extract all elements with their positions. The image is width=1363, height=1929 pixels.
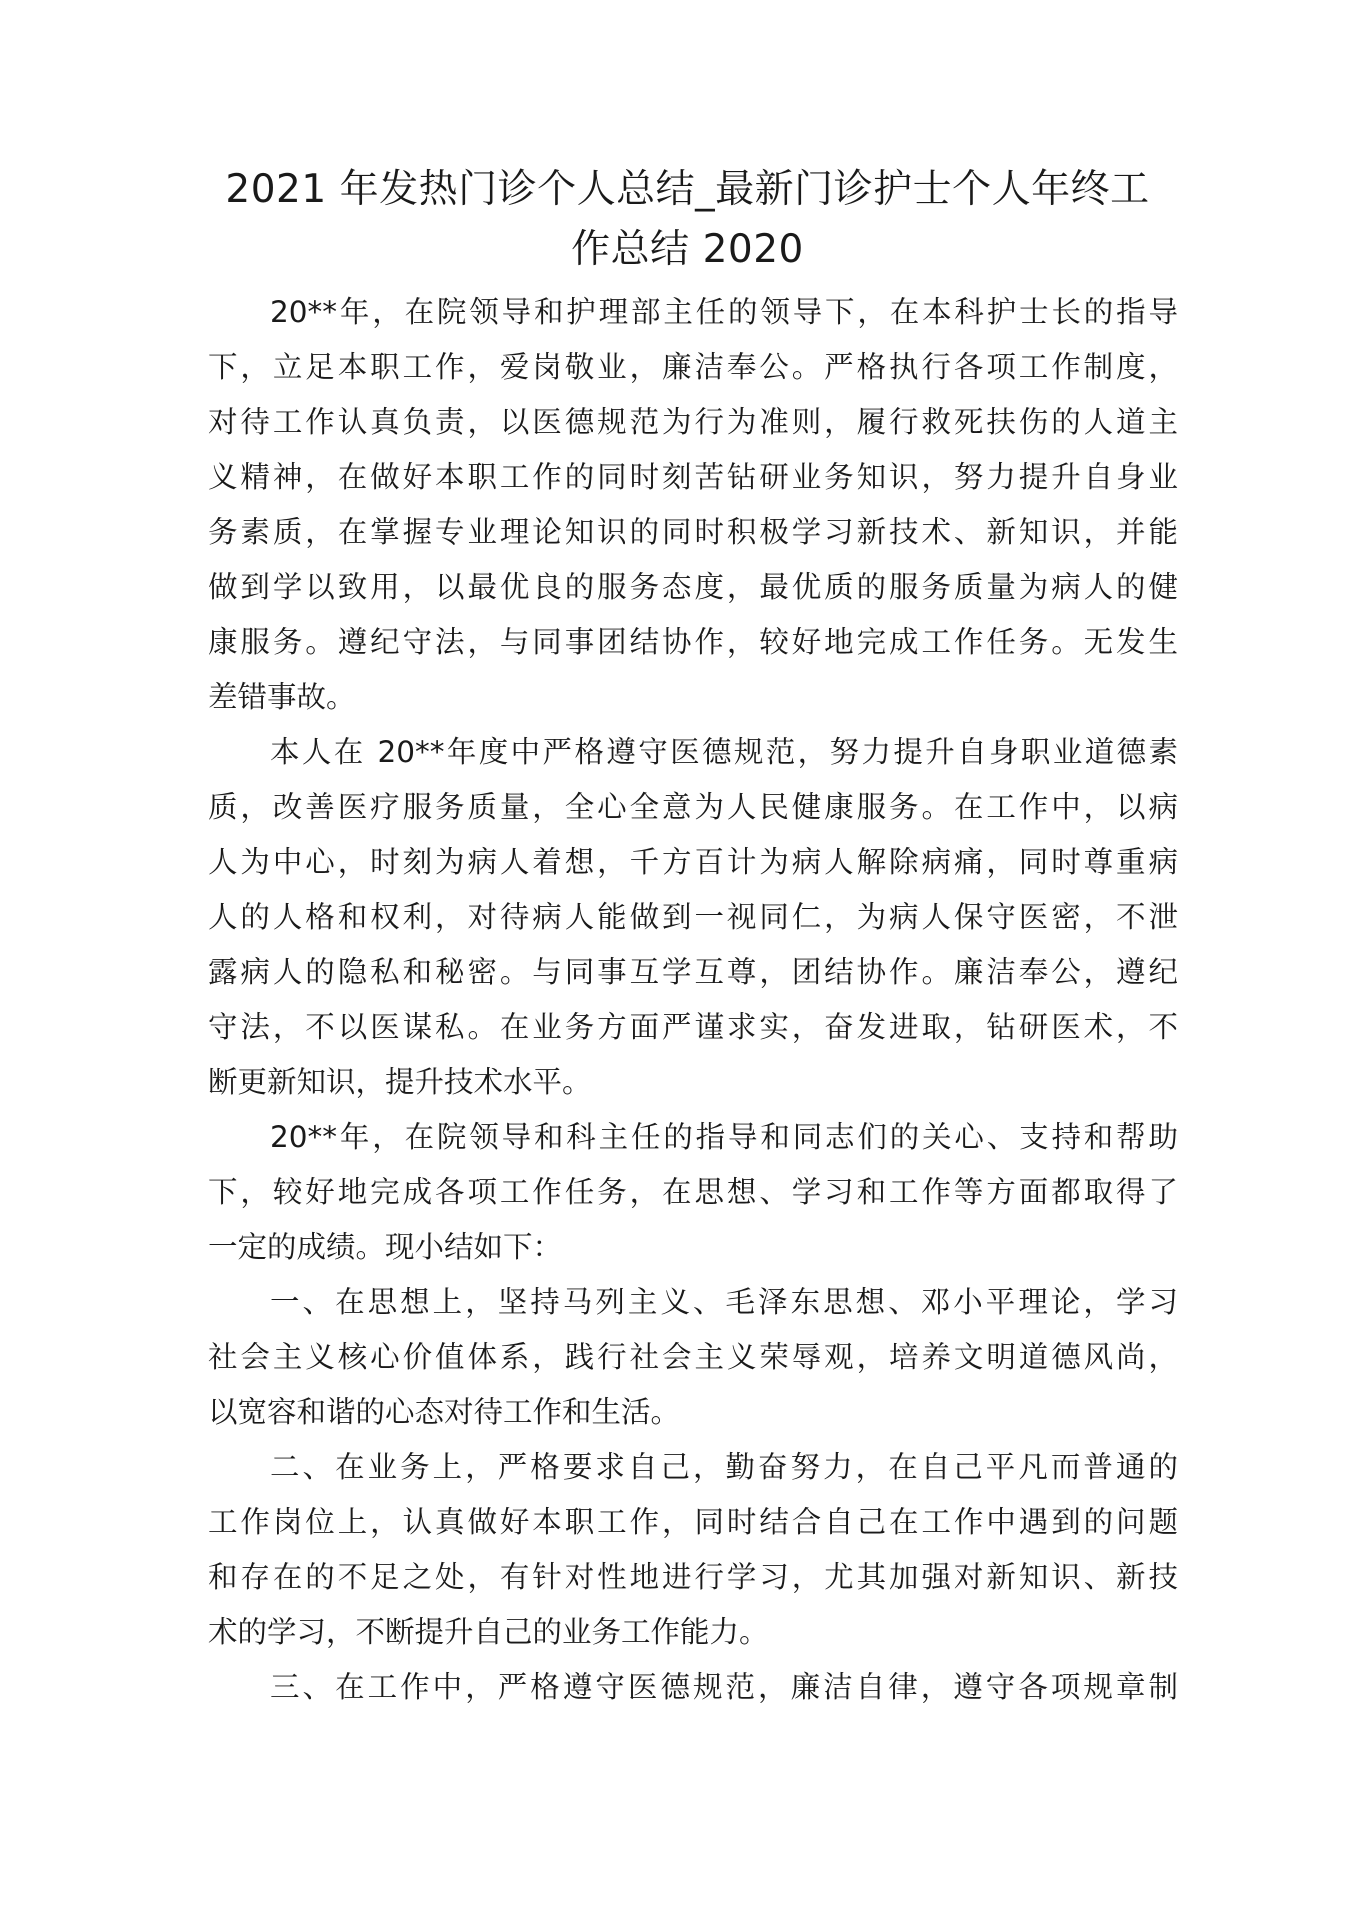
text-line: 一、在思想上，坚持马列主义、毛泽东思想、邓小平理论，学习 <box>270 1285 1178 1319</box>
paragraph <box>208 1660 1178 1715</box>
paragraph <box>208 1275 1178 1440</box>
paragraph <box>208 1440 1178 1660</box>
text-line: 本人在 20**年度中严格遵守医德规范，努力提升自身职业道德素 <box>270 735 1178 769</box>
text-line: 工作岗位上，认真做好本职工作，同时结合自己在工作中遇到的问题 <box>208 1505 1178 1539</box>
text-line: 20**年，在院领导和护理部主任的领导下，在本科护士长的指导 <box>270 295 1178 329</box>
paragraph <box>208 285 1178 725</box>
text-line: 露病人的隐私和秘密。与同事互学互尊，团结协作。廉洁奉公，遵纪 <box>208 955 1178 989</box>
text-line: 人的人格和权利，对待病人能做到一视同仁，为病人保守医密，不泄 <box>208 900 1178 934</box>
text-line: 和存在的不足之处，有针对性地进行学习，尤其加强对新知识、新技 <box>208 1560 1178 1594</box>
text-line: 以宽容和谐的心态对待工作和生活。 <box>208 1395 681 1429</box>
paragraph <box>208 725 1178 1110</box>
text-line: 20**年，在院领导和科主任的指导和同志们的关心、支持和帮助 <box>270 1120 1178 1154</box>
text-line: 人为中心，时刻为病人着想，千方百计为病人解除病痛，同时尊重病 <box>208 845 1178 879</box>
text-line: 下，较好地完成各项工作任务，在思想、学习和工作等方面都取得了 <box>208 1175 1178 1209</box>
text-line: 术的学习，不断提升自己的业务工作能力。 <box>208 1615 769 1649</box>
document-body <box>208 285 1178 1715</box>
text-line: 二、在业务上，严格要求自己，勤奋努力，在自己平凡而普通的 <box>270 1450 1178 1484</box>
text-line: 社会主义核心价值体系，践行社会主义荣辱观，培养文明道德风尚， <box>208 1340 1178 1374</box>
text-line: 义精神，在做好本职工作的同时刻苦钻研业务知识，努力提升自身业 <box>208 460 1178 494</box>
text-line: 质，改善医疗服务质量，全心全意为人民健康服务。在工作中，以病 <box>208 790 1178 824</box>
text-line: 守法，不以医谋私。在业务方面严谨求实，奋发进取，钻研医术，不 <box>208 1010 1178 1044</box>
text-line: 三、在工作中，严格遵守医德规范，廉洁自律，遵守各项规章制 <box>270 1670 1178 1704</box>
text-line: 断更新知识，提升技术水平。 <box>208 1065 592 1099</box>
text-line: 做到学以致用，以最优良的服务态度，最优质的服务质量为病人的健 <box>208 570 1178 604</box>
text-line: 对待工作认真负责，以医德规范为行为准则，履行救死扶伤的人道主 <box>208 405 1178 439</box>
text-line: 康服务。遵纪守法，与同事团结协作，较好地完成工作任务。无发生 <box>208 625 1178 659</box>
text-line: 下，立足本职工作，爱岗敬业，廉洁奉公。严格执行各项工作制度， <box>208 350 1178 384</box>
document-title <box>200 160 1175 280</box>
text-line: 差错事故。 <box>208 680 356 714</box>
title-line: 2021 年发热门诊个人总结_最新门诊护士个人年终工 <box>225 167 1150 212</box>
text-line: 务素质，在掌握专业理论知识的同时积极学习新技术、新知识，并能 <box>208 515 1178 549</box>
title-line: 作总结 2020 <box>571 227 804 272</box>
text-line: 一定的成绩。现小结如下： <box>208 1230 563 1264</box>
paragraph <box>208 1110 1178 1275</box>
